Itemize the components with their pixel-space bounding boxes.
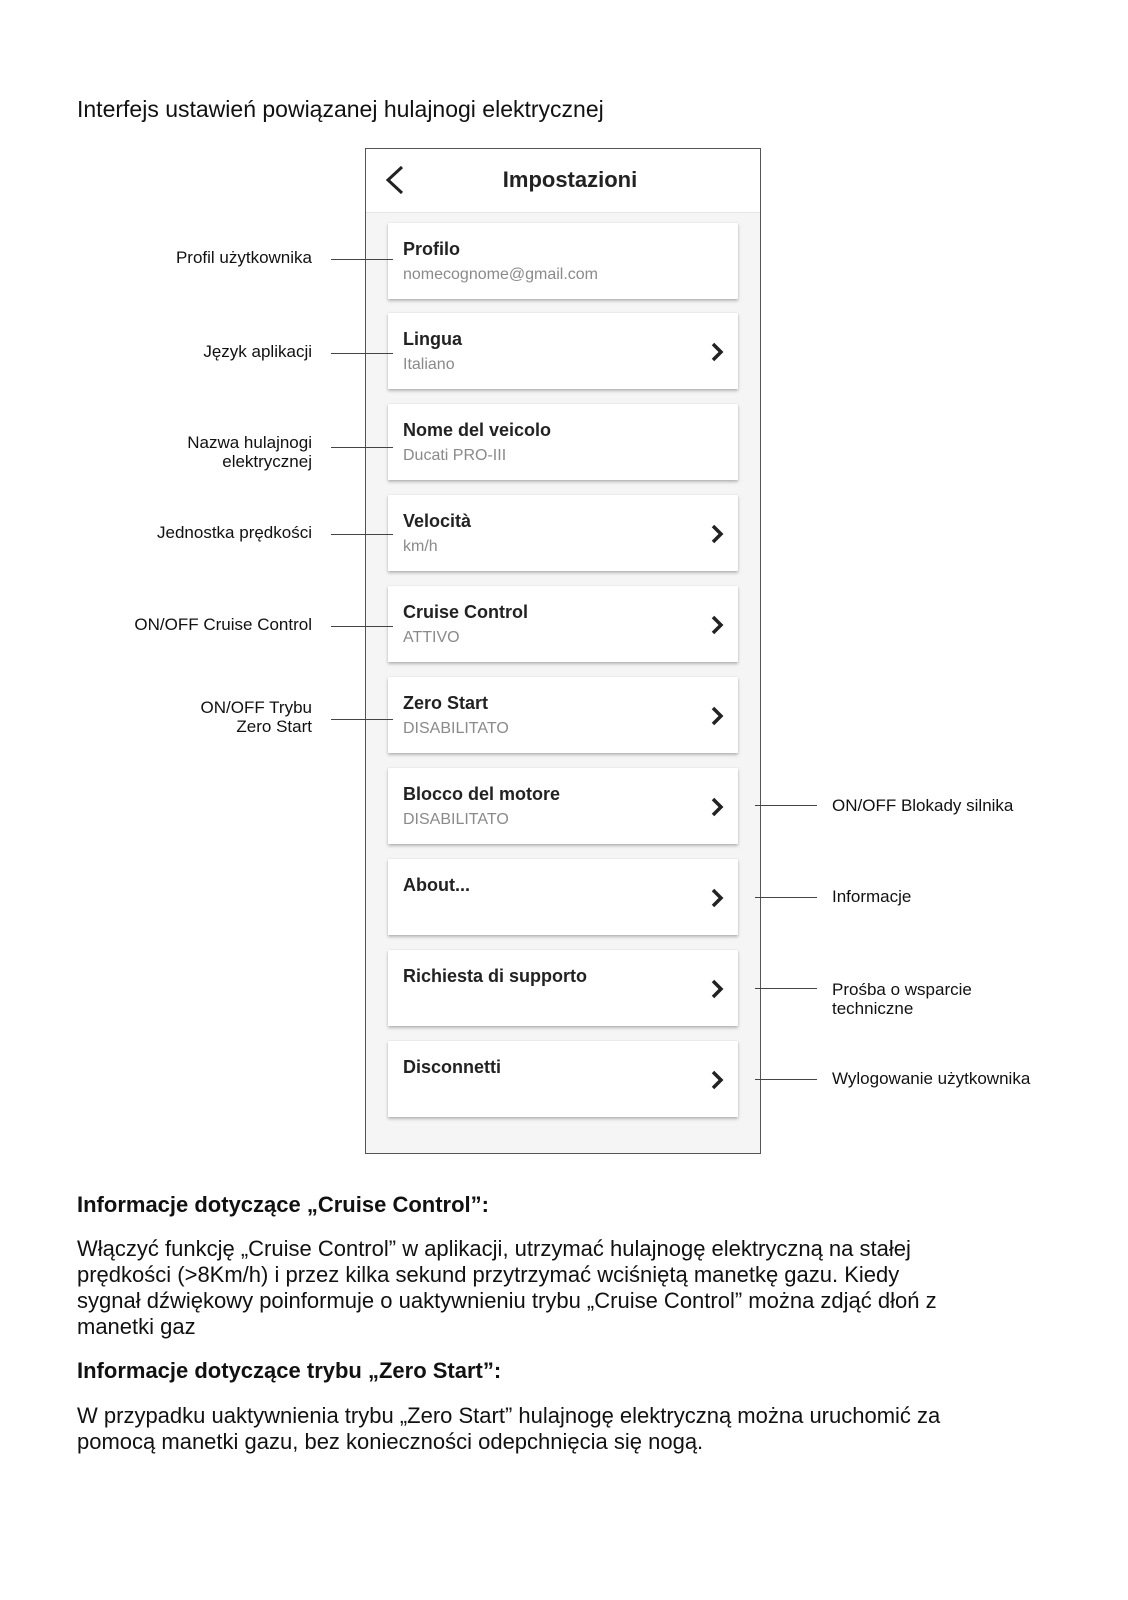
callout-line bbox=[755, 988, 817, 989]
item-value: DISABILITATO bbox=[403, 720, 509, 737]
callout-zero-start: ON/OFF Trybu Zero Start bbox=[200, 698, 312, 736]
chevron-right-icon bbox=[710, 705, 724, 727]
zero-start-info-text: W przypadku uaktywnienia trybu „Zero Start” hulajnogę elektryczną można uruchomić za pomocą manetki gazu, bez konieczności odepchnięcia się nogą. bbox=[77, 1403, 941, 1454]
item-value: ATTIVO bbox=[403, 629, 460, 646]
callout-support: Prośba o wsparcie techniczne bbox=[832, 980, 972, 1018]
zero-start-info-heading: Informacje dotyczące trybu „Zero Start”: bbox=[77, 1358, 502, 1383]
chevron-right-icon bbox=[710, 887, 724, 909]
settings-item-vehicle-name[interactable] bbox=[388, 404, 738, 480]
app-title: Impostazioni bbox=[502, 167, 638, 192]
item-title: Richiesta di supporto bbox=[403, 966, 588, 986]
settings-item-logout[interactable] bbox=[388, 1041, 738, 1117]
chevron-right-icon bbox=[710, 796, 724, 818]
settings-item-about[interactable] bbox=[388, 859, 738, 935]
item-value: nomecognome@gmail.com bbox=[403, 266, 598, 283]
item-title: Blocco del motore bbox=[403, 784, 561, 804]
callout-speed-unit: Jednostka prędkości bbox=[157, 523, 312, 542]
app-bar bbox=[366, 149, 760, 213]
chevron-right-icon bbox=[710, 614, 724, 636]
callout-line bbox=[755, 897, 817, 898]
callout-line bbox=[331, 534, 393, 535]
item-value: DISABILITATO bbox=[403, 811, 509, 828]
callout-cruise-control: ON/OFF Cruise Control bbox=[134, 615, 312, 634]
item-title: Nome del veicolo bbox=[403, 420, 552, 440]
item-title: Profilo bbox=[403, 239, 460, 259]
settings-item-motor-lock[interactable] bbox=[388, 768, 738, 844]
settings-item-cruise-control[interactable] bbox=[388, 586, 738, 662]
callout-language: Język aplikacji bbox=[203, 342, 312, 361]
chevron-right-icon bbox=[710, 341, 724, 363]
callout-line bbox=[755, 1079, 817, 1080]
item-title: About... bbox=[403, 875, 470, 895]
chevron-right-icon bbox=[710, 978, 724, 1000]
settings-item-profile[interactable] bbox=[388, 223, 738, 299]
callout-vehicle-name: Nazwa hulajnogi elektrycznej bbox=[187, 433, 312, 471]
item-title: Disconnetti bbox=[403, 1057, 502, 1077]
callout-line bbox=[331, 719, 393, 720]
item-value: Italiano bbox=[403, 356, 455, 373]
callout-profile: Profil użytkownika bbox=[175, 248, 312, 267]
settings-item-speed[interactable] bbox=[388, 495, 738, 571]
chevron-right-icon bbox=[710, 1069, 724, 1091]
settings-item-language[interactable] bbox=[388, 313, 738, 389]
phone-screen bbox=[365, 148, 761, 1154]
callout-line bbox=[331, 353, 393, 354]
item-title: Velocità bbox=[403, 511, 472, 531]
page-heading: Interfejs ustawień powiązanej hulajnogi elektrycznej bbox=[77, 96, 604, 122]
item-value: km/h bbox=[403, 538, 438, 555]
callout-line bbox=[755, 805, 817, 806]
callout-line bbox=[331, 259, 393, 260]
settings-item-support[interactable] bbox=[388, 950, 738, 1026]
callout-logout: Wylogowanie użytkownika bbox=[832, 1069, 1031, 1088]
item-title: Lingua bbox=[403, 329, 462, 349]
item-value: Ducati PRO-III bbox=[403, 447, 507, 464]
item-title: Zero Start bbox=[403, 693, 489, 713]
cruise-control-info-text: Włączyć funkcję „Cruise Control” w aplikacji, utrzymać hulajnogę elektryczną na stałej prędkości (>8Km/h) i przez kilka sekund przytrzymać wciśniętą manetkę gazu. Kiedy sygnał dźwiękowy poinformuje o uaktywnieniu trybu „Cruise Control” można zdjąć dłoń z manetki gaz bbox=[77, 1236, 937, 1339]
cruise-control-info-heading: Informacje dotyczące „Cruise Control”: bbox=[77, 1192, 489, 1217]
settings-item-zero-start[interactable] bbox=[388, 677, 738, 753]
callout-line bbox=[331, 447, 393, 448]
callout-line bbox=[331, 626, 393, 627]
item-title: Cruise Control bbox=[403, 602, 529, 622]
callout-about: Informacje bbox=[832, 887, 912, 906]
callout-motor-lock: ON/OFF Blokady silnika bbox=[832, 796, 1014, 815]
chevron-right-icon bbox=[710, 523, 724, 545]
